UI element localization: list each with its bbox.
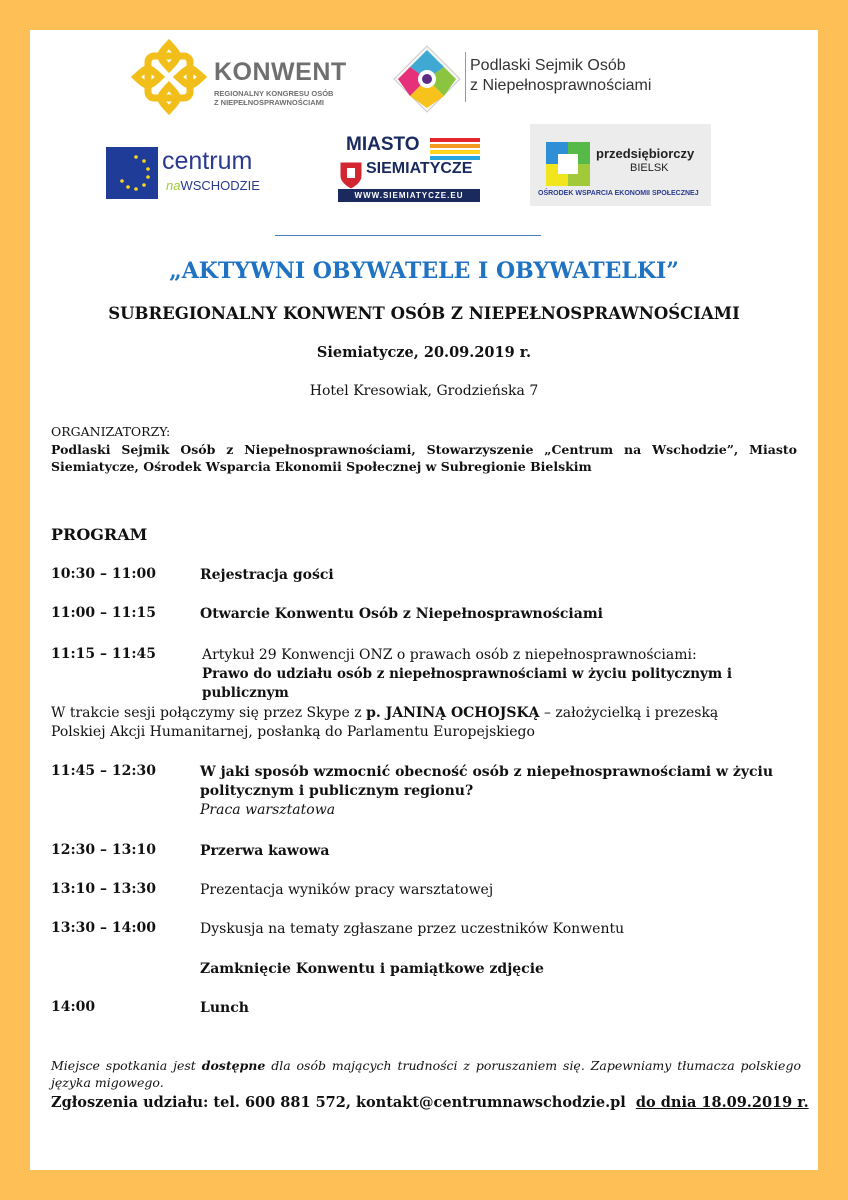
przed-sub: OŚRODEK WSPARCIA EKONOMII SPOŁECZNEJ xyxy=(538,190,699,197)
przed-name: przedsiębiorczy xyxy=(596,146,695,161)
registration-deadline: do dnia 18.09.2019 r. xyxy=(635,1094,809,1111)
siemiatycze-coat-of-arms-icon xyxy=(338,160,364,190)
konwent-logo xyxy=(130,38,370,118)
miasto-line-1: MIASTO xyxy=(346,134,420,155)
centrum-sub: naWSCHODZIE xyxy=(166,178,260,193)
header-divider xyxy=(275,235,541,236)
program-item: Zamknięcie Konwentu i pamiątkowe zdjęcie xyxy=(200,961,544,977)
program-time: 11:00 – 11:15 xyxy=(51,605,157,621)
program-time: 10:30 – 11:00 xyxy=(51,566,157,582)
program-heading: PROGRAM xyxy=(51,525,148,544)
program-time: 13:30 – 14:00 xyxy=(51,920,157,936)
sejmik-line-1: Podlaski Sejmik Osób xyxy=(470,57,626,74)
program-item: Lunch xyxy=(200,1000,249,1016)
centrum-name: centrum xyxy=(162,147,253,175)
event-date: Siemiatycze, 20.09.2019 r. xyxy=(316,344,532,361)
konwent-sub-2: Z NIEPEŁNOSPRAWNOŚCIAMI xyxy=(214,98,325,107)
program-item: W jaki sposób wzmocnić obecność osób z niepełnosprawnościami w życiu xyxy=(200,764,774,780)
eu-flag-icon xyxy=(106,147,158,199)
event-venue: Hotel Kresowiak, Grodzieńska 7 xyxy=(309,383,539,399)
sejmik-logo xyxy=(392,44,692,114)
accessibility-note: Miejsce spotkania jest dostępne dla osób mających trudności z poruszaniem się. Zapewniamy tłumacza polskiego języka migowego. xyxy=(51,1058,801,1090)
program-item: Otwarcie Konwentu Osób z Niepełnosprawnościami xyxy=(200,606,603,622)
miasto-line-2: SIEMIATYCZE xyxy=(366,160,473,177)
program-item-note: Praca warsztatowa xyxy=(200,802,336,818)
organizers-text: Podlaski Sejmik Osób z Niepełnosprawnościami, Stowarzyszenie „Centrum na Wschodzie”, Miasto Siemiatycze, Ośrodek Wsparcia Ekonomii Społecznej w Subregionie Bielskim xyxy=(51,442,797,474)
program-time: 11:15 – 11:45 xyxy=(51,646,157,662)
program-time: 12:30 – 13:10 xyxy=(51,842,157,858)
document-page xyxy=(30,30,818,1170)
registration-contact: Zgłoszenia udziału: tel. 600 881 572, kontakt@centrumnawschodzie.pl do dnia 18.09.2019 r. xyxy=(51,1094,809,1111)
sejmik-line-2: z Niepełnosprawnościami xyxy=(470,77,652,94)
program-item: Dyskusja na tematy zgłaszane przez uczestników Konwentu xyxy=(200,921,625,937)
sejmik-diamond-icon xyxy=(392,44,462,114)
owes-squares-icon xyxy=(546,142,590,186)
page-title: „AKTYWNI OBYWATELE I OBYWATELKI” xyxy=(169,258,679,284)
konwent-sub-1: REGIONALNY KONGRESU OSÓB xyxy=(214,89,334,98)
program-item: Artykuł 29 Konwencji ONZ o prawach osób z niepełnosprawnościami: xyxy=(202,647,697,663)
program-item: Prezentacja wyników pracy warsztatowej xyxy=(200,882,494,898)
centrum-logo xyxy=(106,147,286,199)
miasto-logo xyxy=(338,134,483,204)
konwent-emblem-icon xyxy=(130,38,208,116)
skype-guest: p. JANINĄ OCHOJSKĄ xyxy=(366,705,540,721)
konwent-name: KONWENT xyxy=(214,58,347,86)
program-time: 13:10 – 13:30 xyxy=(51,881,157,897)
program-item: Rejestracja gości xyxy=(200,567,334,583)
przed-city: BIELSK xyxy=(630,162,669,174)
przedsiebiorczy-logo xyxy=(530,124,711,206)
program-time: 11:45 – 12:30 xyxy=(51,763,157,779)
organizers-label: ORGANIZATORZY: xyxy=(51,424,171,439)
page-subtitle: SUBREGIONALNY KONWENT OSÓB Z NIEPEŁNOSPRAWNOŚCIAMI xyxy=(108,304,740,323)
program-item: Przerwa kawowa xyxy=(200,843,330,859)
miasto-url-bar: WWW.SIEMIATYCZE.EU xyxy=(338,189,480,202)
program-item-sub: politycznym i publicznym regionu? xyxy=(200,783,474,799)
skype-note: W trakcie sesji połączymy się przez Skype z p. JANINĄ OCHOJSKĄ – założycielką i prezeską Polskiej Akcji Humanitarnej, posłanką do Parlamentu Europejskiego xyxy=(51,705,719,740)
miasto-stripes xyxy=(430,138,480,160)
program-item-sub: Prawo do udziału osób z niepełnosprawnościami w życiu politycznym i publicznym xyxy=(202,666,732,701)
program-time: 14:00 xyxy=(51,999,96,1015)
